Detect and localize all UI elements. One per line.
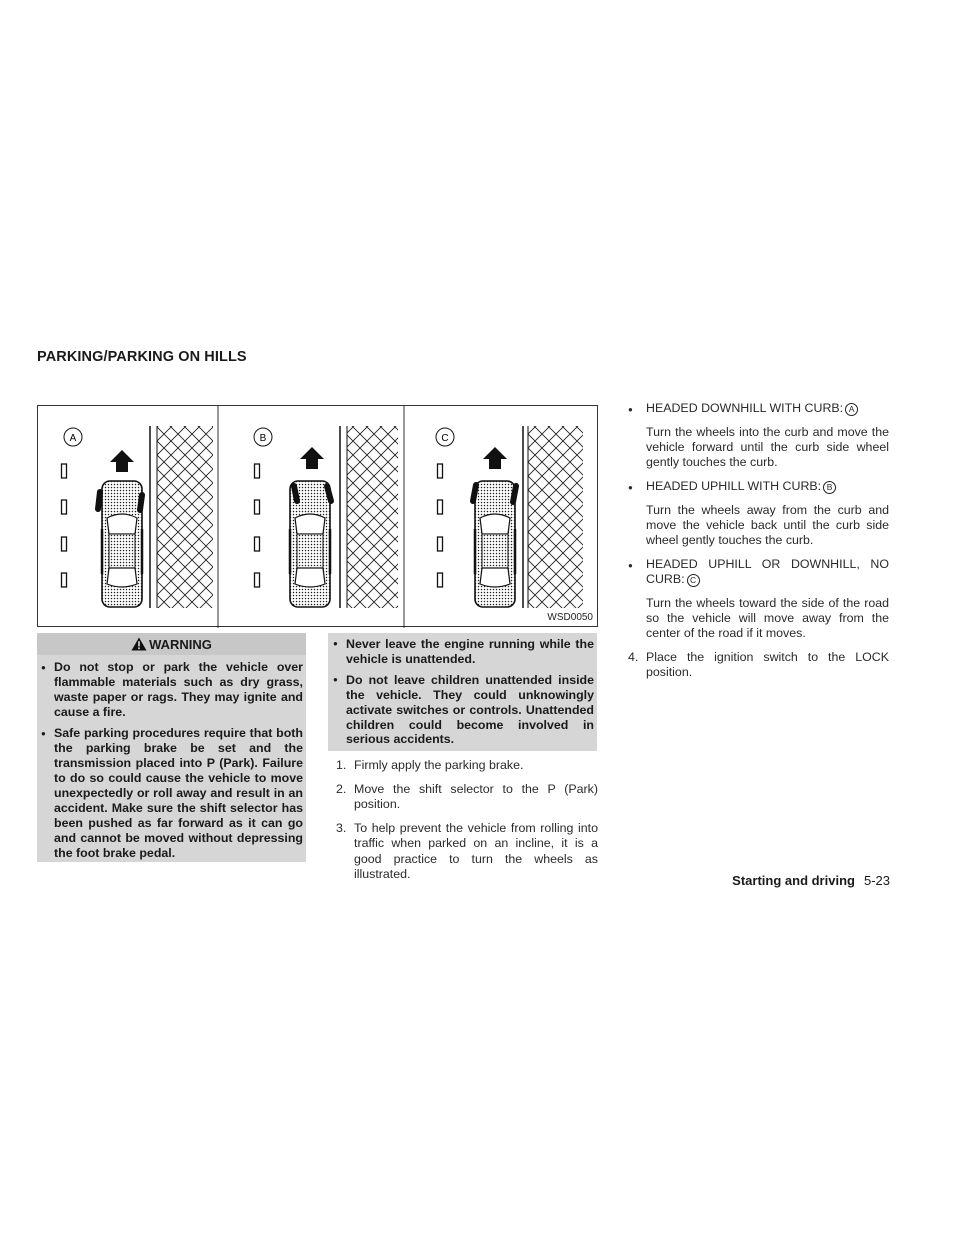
warning-item: ● Safe parking procedures require that both the parking brake be set and the transmission placed into P (Park). Failure to do so could cause the vehicle to move unexpectedly or roll away and result in an accident. Make sure the shift selector has been pushed as far forward as it can go and cannot be moved without depressing the foot brake pedal. [42, 726, 303, 861]
case-text: Turn the wheels toward the side of the road so the vehicle will move away from the center of the road if it moves. [646, 596, 889, 640]
step-item [328, 821, 598, 883]
panel-c-label: C [441, 433, 449, 444]
procedure-steps [328, 758, 598, 891]
case-text: Turn the wheels away from the curb and move the vehicle back until the curb side wheel gently touches the curb. [646, 503, 889, 547]
panel-a [62, 426, 214, 608]
marker-c-icon: C [687, 574, 700, 587]
warning-box-continued [328, 633, 597, 751]
step-item [328, 782, 598, 813]
step-text: Move the shift selector to the P (Park) position. [354, 781, 598, 811]
panel-c [436, 426, 583, 608]
warning-item: ● Do not leave children unattended inside the vehicle. They could unknowingly activate switches or controls. Unattended children could become involved in serious accidents. [333, 673, 594, 747]
case-text: Turn the wheels into the curb and move the vehicle forward until the curb side wheel gently touches the curb. [646, 425, 889, 469]
step-number: 4. [628, 650, 639, 664]
step-item [328, 758, 598, 774]
marker-b-icon: B [823, 481, 836, 494]
step-number: 2. [336, 781, 347, 796]
step-item [628, 650, 889, 680]
section-title: PARKING/PARKING ON HILLS [37, 349, 247, 365]
parking-illustration [37, 405, 598, 627]
page-number: 5-23 [863, 873, 890, 888]
step-text: Place the ignition switch to the LOCK position. [646, 650, 889, 679]
case-heading: ● HEADED UPHILL OR DOWNHILL, NO CURB: C [628, 557, 889, 587]
warning-item: ● Never leave the engine running while the vehicle is unattended. [333, 637, 594, 666]
warning-triangle-icon [131, 637, 147, 651]
parking-diagram [38, 406, 599, 628]
step-number: 1. [336, 758, 347, 772]
panel-b-label: B [259, 433, 267, 444]
step-text: To help prevent the vehicle from rolling into traffic when parked on an incline, it is a good practice to turn the wheels as illustrated. [354, 820, 598, 881]
page-footer [732, 873, 890, 888]
panel-a-label: A [69, 433, 77, 444]
warning-heading-text: WARNING [149, 636, 212, 652]
warning-box [37, 633, 306, 862]
wheel-position-cases [628, 401, 889, 680]
step-text: Firmly apply the parking brake. [354, 758, 524, 772]
marker-a-icon: A [845, 403, 858, 416]
case-heading: ● HEADED DOWNHILL WITH CURB: A [628, 401, 889, 416]
case-heading: ● HEADED UPHILL WITH CURB: B [628, 479, 889, 494]
panel-b [254, 426, 398, 608]
figure-code: WSD0050 [547, 612, 593, 623]
warning-item: ● Do not stop or park the vehicle over flammable materials such as dry grass, waste paper or rags. They may ignite and cause a fire. [42, 660, 303, 720]
footer-section: Starting and driving [732, 873, 855, 888]
warning-heading [37, 633, 306, 655]
step-number: 3. [336, 820, 347, 835]
